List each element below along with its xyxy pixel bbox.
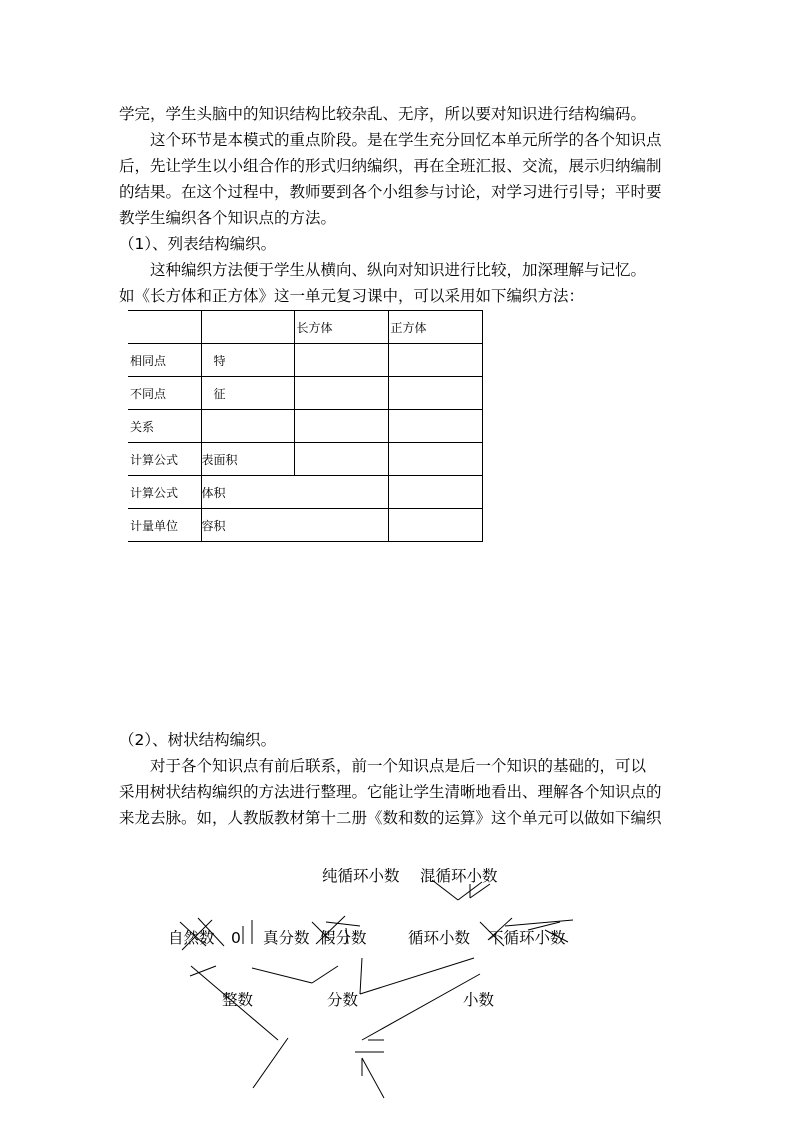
- table-header-cell: 正方体: [388, 311, 482, 344]
- paragraph-line: 来龙去脉。如，人教版教材第十二册《数和数的运算》这个单元可以做如下编织: [119, 809, 662, 827]
- row-label: 计量单位: [128, 509, 201, 542]
- table-header-cell: 长方体: [294, 311, 388, 344]
- section-heading-1: （1）、列表结构编织。: [119, 235, 277, 253]
- node-zero: 0: [231, 929, 241, 947]
- row-sub-label: 体积: [201, 476, 388, 509]
- node-decimal: 小数: [463, 991, 495, 1009]
- tree-line: [360, 958, 474, 994]
- row-label: 计算公式: [128, 443, 201, 476]
- paragraph-line: 对于各个知识点有前后联系，前一个知识点是后一个知识的基础的，可以: [119, 757, 647, 775]
- node-fraction: 分数: [327, 991, 359, 1009]
- tree-line: [190, 966, 216, 976]
- row-label: 计算公式: [128, 476, 201, 509]
- tree-line: [312, 966, 338, 983]
- paragraph-line: 后，先让学生以小组合作的形式归纳编织，再在全班汇报、交流，展示归纳编制: [119, 157, 662, 175]
- tree-line: [252, 968, 312, 983]
- row-sub-label: 容积: [201, 509, 388, 542]
- paragraph-line: 如《长方体和正方体》这一单元复习课中，可以采用如下编织方法：: [119, 287, 585, 305]
- tree-line: [326, 922, 360, 926]
- tree-line: [362, 1058, 384, 1098]
- row-label: 关系: [128, 410, 201, 443]
- tree-line: [360, 958, 362, 994]
- row-label: 不同点: [128, 377, 201, 410]
- tree-line: [470, 884, 490, 898]
- node-natural-number: 自然数: [168, 929, 215, 947]
- node-non-repeating-decimal: 不循环小数: [488, 929, 566, 947]
- node-improper-fraction: 假分数: [320, 929, 367, 947]
- paragraph-line: 的结果。在这个过程中，教师要到各个小组参与讨论，对学习进行引导；平时要: [119, 183, 662, 201]
- node-mixed-repeating-decimal: 混循环小数: [420, 867, 498, 885]
- tree-line: [253, 1038, 288, 1088]
- row-sub-label: 征: [201, 377, 294, 410]
- tree-line: [505, 920, 573, 926]
- paragraph-line: 教学生编织各个知识点的方法。: [119, 209, 337, 227]
- paragraph-line: 学完，学生头脑中的知识结构比较杂乱、无序，所以要对知识进行结构编码。: [119, 105, 647, 123]
- section-heading-2: （2）、树状结构编织。: [119, 731, 277, 749]
- node-proper-fraction: 真分数: [263, 929, 310, 947]
- node-pure-repeating-decimal: 纯循环小数: [322, 867, 400, 885]
- row-sub-label: 特: [201, 344, 294, 377]
- paragraph-line: 采用树状结构编织的方法进行整理。它能让学生清晰地看出、理解各个知识点的: [119, 783, 662, 801]
- node-integer: 整数: [222, 991, 254, 1009]
- paragraph-line: 这个环节是本模式的重点阶段。是在学生充分回忆本单元所学的各个知识点: [119, 131, 662, 149]
- row-sub-label: 表面积: [201, 443, 294, 476]
- row-label: 相同点: [128, 344, 201, 377]
- paragraph-line: 这种编织方法便于学生从横向、纵向对知识进行比较，加深理解与记忆。: [119, 261, 647, 279]
- node-repeating-decimal: 循环小数: [408, 929, 471, 947]
